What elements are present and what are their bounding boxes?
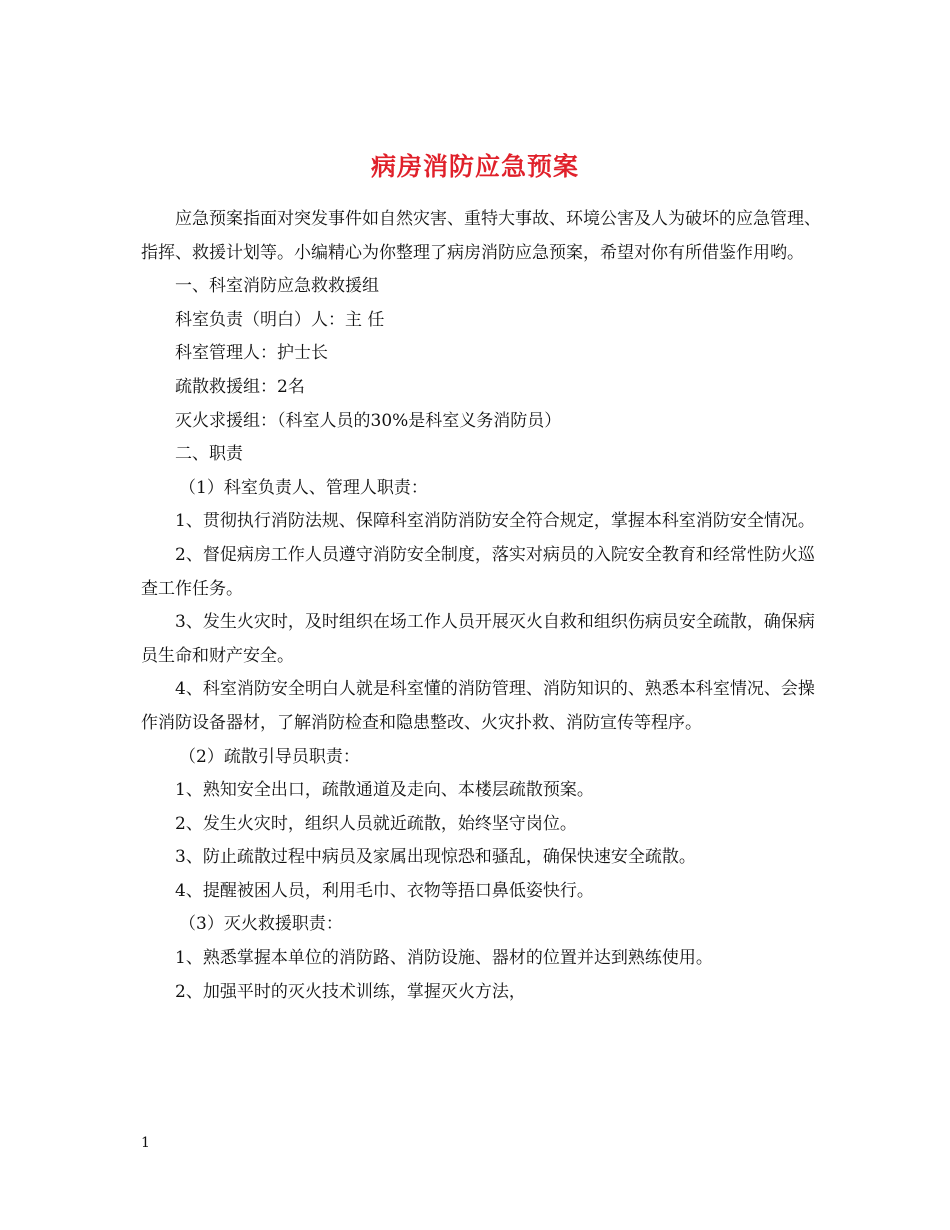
subheading-firefighting-duties: （3）灭火救援职责： bbox=[179, 914, 343, 935]
guide-duty-1: 1、熟知安全出口，疏散通道及走向、本楼层疏散预案。 bbox=[175, 780, 594, 801]
guide-duty-4: 4、提醒被困人员，利用毛巾、衣物等捂口鼻低姿快行。 bbox=[175, 880, 594, 901]
section-heading-team: 一、科室消防应急救救援组 bbox=[175, 276, 379, 297]
page-number: 1 bbox=[141, 1135, 150, 1151]
document-title: 病房消防应急预案 bbox=[370, 151, 579, 181]
leader-duty-2: 2、督促病房工作人员遵守消防安全制度，落实对病员的入院安全教育和经常性防火巡查工作任务。 bbox=[141, 544, 815, 599]
guide-duty-2: 2、发生火灾时，组织人员就近疏散，始终坚守岗位。 bbox=[175, 813, 577, 834]
evacuation-team-line: 疏散救援组：2名 bbox=[175, 376, 305, 397]
intro-paragraph: 应急预案指面对突发事件如自然灾害、重特大事故、环境公害及人为破坏的应急管理、指挥、救援计划等。小编精心为你整理了病房消防应急预案，希望对你有所借鉴作用哟。 bbox=[141, 209, 821, 263]
team-manager-line: 科室管理人：护士长 bbox=[175, 343, 328, 364]
subheading-guide-duties: （2）疏散引导员职责： bbox=[179, 746, 360, 767]
firefighting-team-line: 灭火求援组：（科室人员的30%是科室义务消防员） bbox=[175, 410, 562, 431]
firefighting-duty-1: 1、熟悉掌握本单位的消防路、消防设施、器材的位置并达到熟练使用。 bbox=[175, 948, 713, 969]
leader-duty-3: 3、发生火灾时，及时组织在场工作人员开展灭火自救和组织伤病员安全疏散，确保病员生命和财产安全。 bbox=[141, 612, 815, 666]
firefighting-duty-2: 2、加强平时的灭火技术训练，掌握灭火方法， bbox=[175, 981, 526, 1002]
leader-duty-1: 1、贯彻执行消防法规、保障科室消防消防安全符合规定，掌握本科室消防安全情况。 bbox=[175, 511, 815, 532]
section-heading-duties: 二、职责 bbox=[175, 444, 243, 465]
guide-duty-3: 3、防止疏散过程中病员及家属出现惊恐和骚乱，确保快速安全疏散。 bbox=[175, 847, 696, 868]
subheading-leader-duties: （1）科室负责人、管理人职责： bbox=[179, 477, 428, 498]
team-leader-line: 科室负责（明白）人：主 任 bbox=[175, 309, 385, 330]
document-body bbox=[141, 203, 821, 1009]
leader-duty-4: 4、科室消防安全明白人就是科室懂的消防管理、消防知识的、熟悉本科室情况、会操作消防设备器材，了解消防检查和隐患整改、火灾扑救、消防宣传等程序。 bbox=[141, 679, 815, 733]
